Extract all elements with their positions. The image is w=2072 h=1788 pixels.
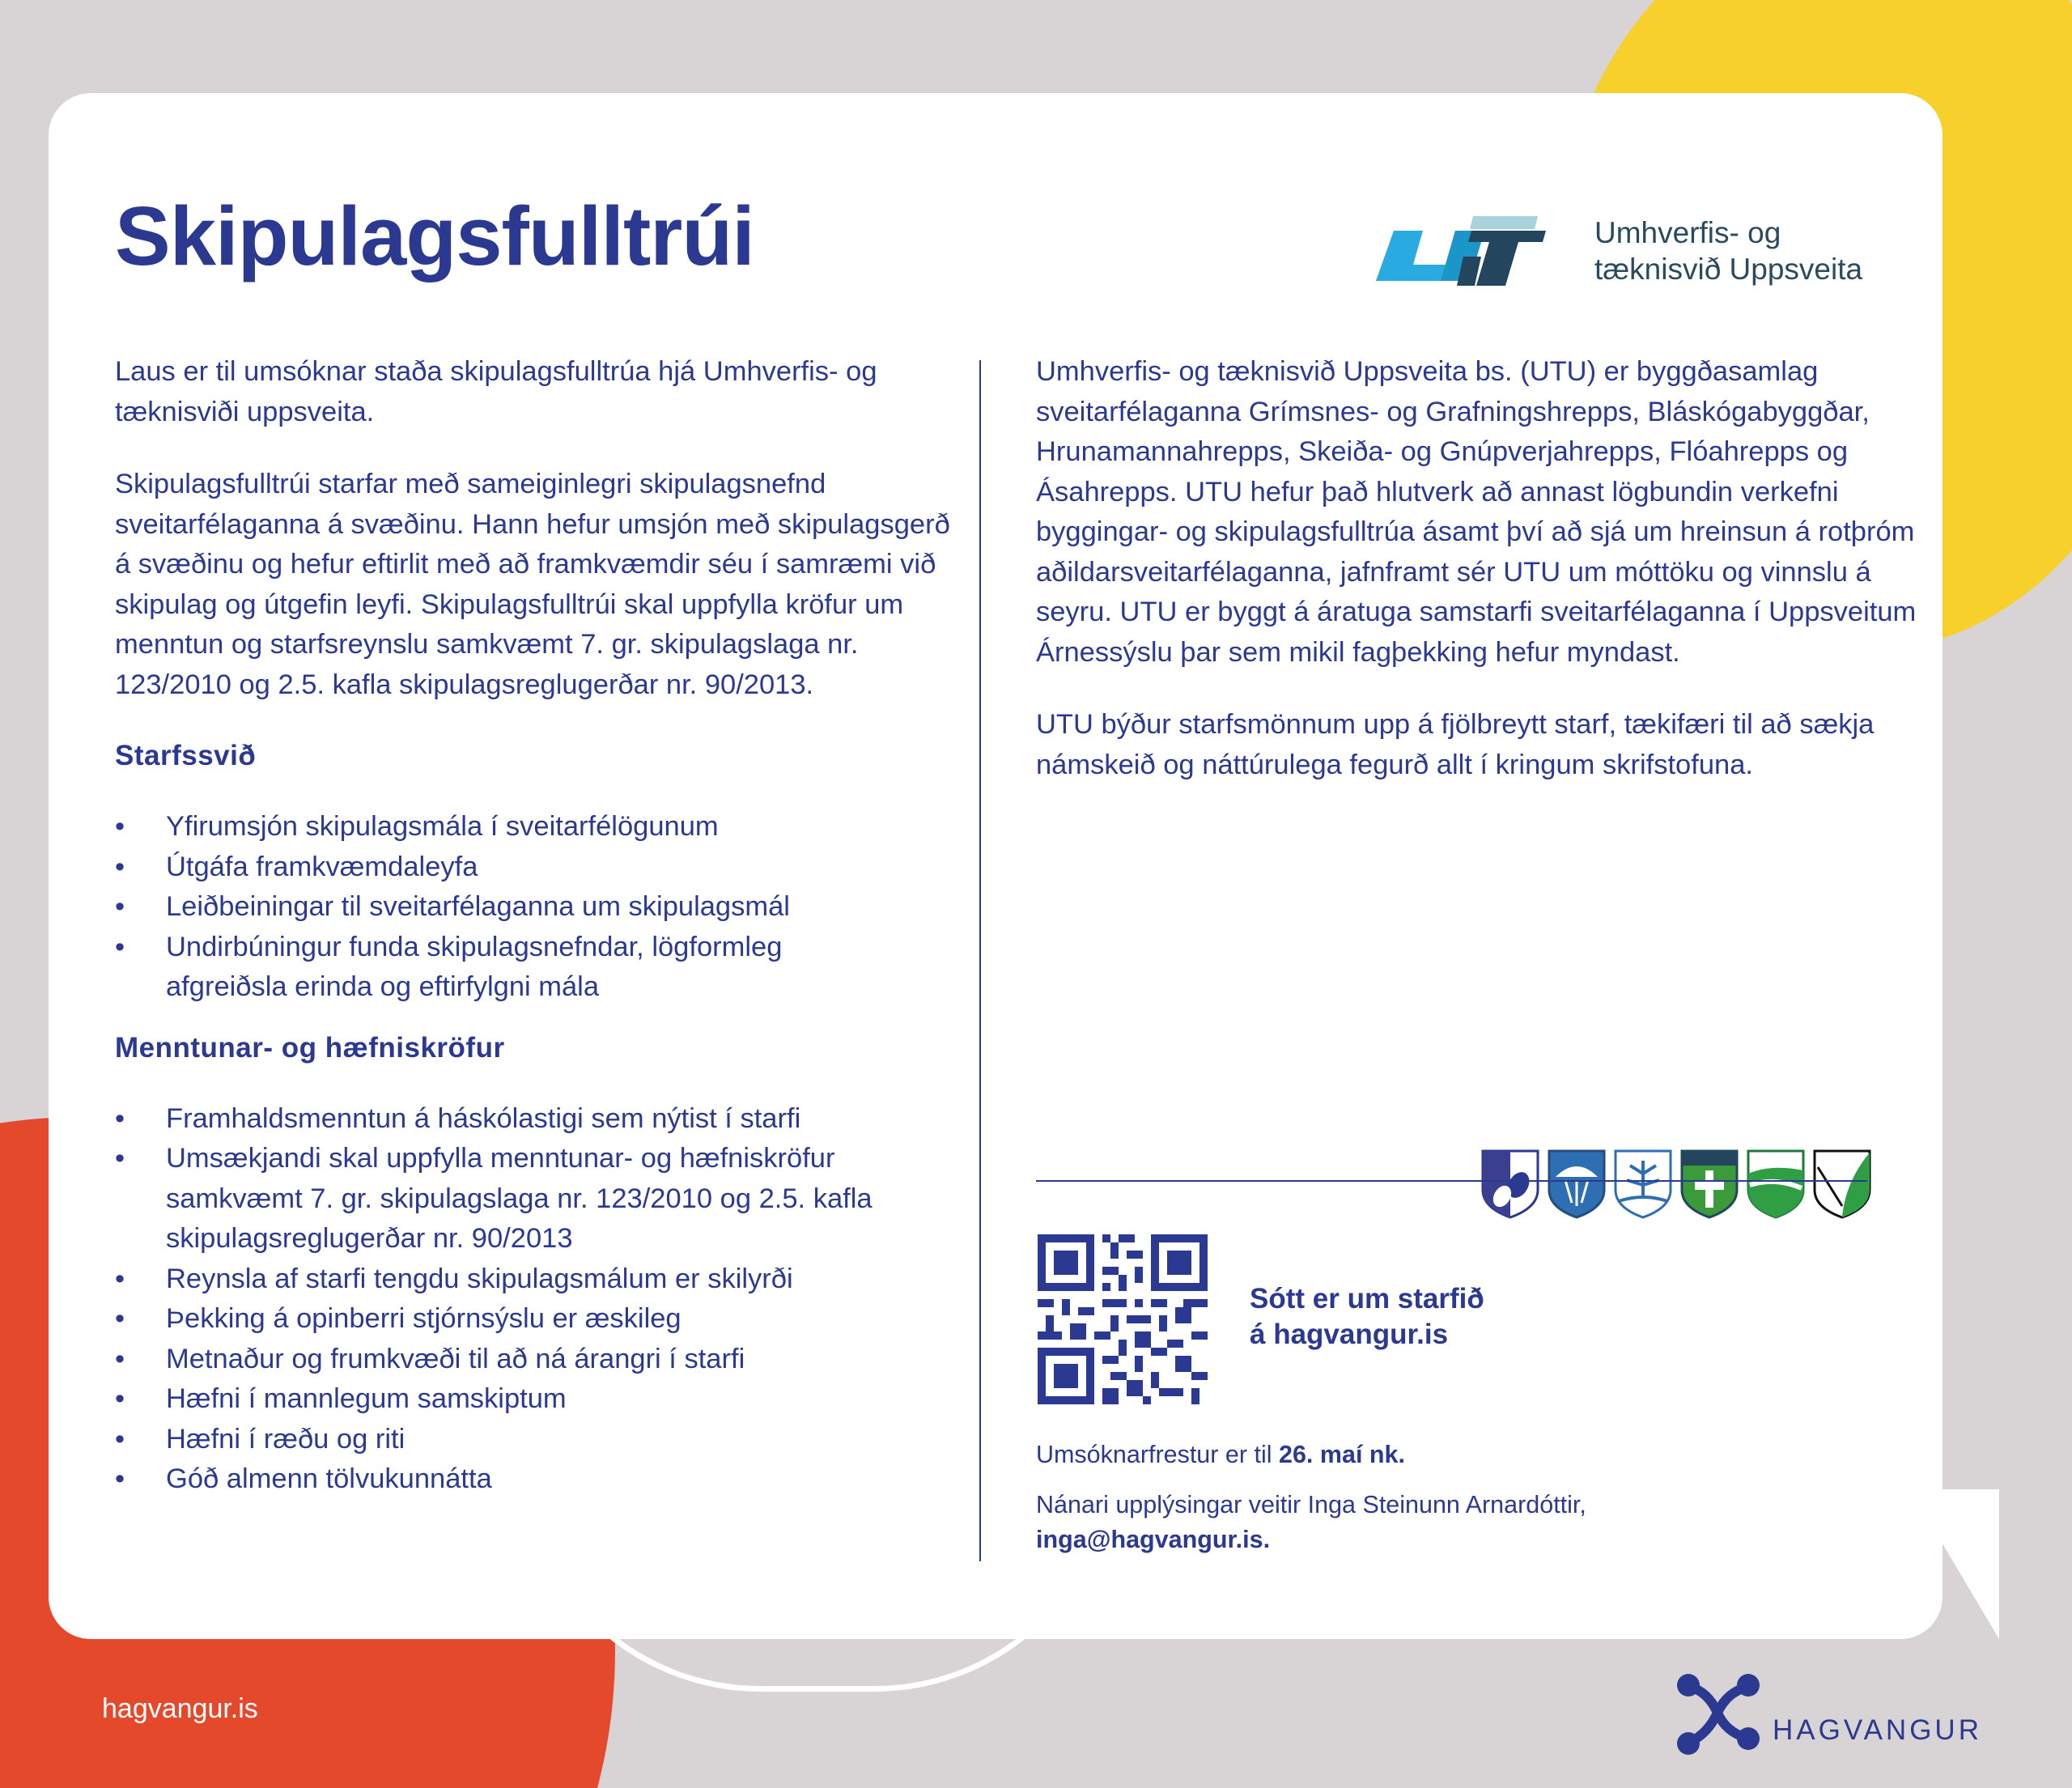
logo-line-1: Umhverfis- og (1594, 216, 1781, 249)
bullet-icon: • (115, 1343, 125, 1374)
crest-icon (1481, 1149, 1539, 1219)
deadline-date: 26. maí nk. (1279, 1441, 1405, 1468)
bullet-icon: • (115, 931, 125, 962)
crest-icon (1747, 1149, 1805, 1219)
apply-line-1: Sótt er um starfið (1250, 1283, 1484, 1314)
requirements-heading: Menntunar- og hæfniskröfur (115, 1031, 505, 1064)
logo-line-2: tæknisvið Uppsveita (1594, 253, 1863, 286)
offer-paragraph: UTU býður starfsmönnum upp á fjölbreytt starf, tækifæri til að sækja námskeið og náttúrulega fegurð allt í kringum skrifstofuna. (1036, 709, 1875, 780)
bullet-icon: • (115, 1463, 125, 1494)
hagvangur-logo (1675, 1667, 2032, 1765)
bullet-icon: • (115, 1143, 125, 1174)
list-item: • Útgáfa framkvæmdaleyfa (115, 847, 953, 888)
utu-logo-icon (1376, 200, 1578, 305)
crest-icon (1548, 1149, 1606, 1219)
list-item: • Hæfni í ræðu og riti (115, 1420, 953, 1460)
municipality-crests (1481, 1149, 1878, 1222)
list-item: • Góð almenn tölvukunnátta (115, 1459, 953, 1500)
list-item: • Hæfni í mannlegum samskiptum (115, 1379, 953, 1420)
footer-url-link[interactable]: hagvangur.is (102, 1693, 258, 1724)
qr-code[interactable] (1038, 1234, 1208, 1404)
page-title: Skipulagsfulltrúi (115, 189, 754, 282)
list-item: • Reynsla af starfi tengdu skipulagsmálum er skilyrði (115, 1259, 953, 1300)
bullet-icon: • (115, 811, 125, 842)
section-divider (1036, 1180, 1867, 1182)
requirements-list (115, 1099, 953, 1500)
about-paragraph: Umhverfis- og tæknisvið Uppsveita bs. (UTU) er byggðasamlag sveitarfélaganna Grímsnes- og Grafningshrepps, Bláskógabyggðar, Hrunamannahrepps, Skeiða- og Gnúpverjahrepps, Flóahrepps og Ásahrepps. UTU hefur það hlutverk að annast lögbundin verkefni byggingar- og skipulagsfulltrúa ásamt því að sjá um hreinsun á rotþróm aðildarsveitarfélaganna, jafnframt sér UTU um móttöku og vinnslu á seyru. UTU er byggt á áratuga samstarfi sveitarfélaganna í Uppsveitum Árnessýslu þar sem mikil fagþekking hefur myndast. (1036, 356, 1917, 668)
bullet-icon: • (115, 1303, 125, 1334)
list-item: • Þekking á opinberri stjórnsýslu er æskileg (115, 1299, 953, 1340)
list-item: • Undirbúningur funda skipulagsnefndar, lögformleg afgreiðsla erinda og eftirfylgni mála (115, 928, 884, 1008)
duties-heading: Starfssvið (115, 740, 257, 771)
right-column (1036, 352, 1926, 785)
contact-email-link[interactable]: inga@hagvangur.is. (1036, 1526, 1271, 1553)
contact-info: Nánari upplýsingar veitir Inga Steinunn Arnardóttir, (1036, 1491, 1586, 1518)
column-divider (979, 360, 981, 1561)
bullet-icon: • (115, 1423, 125, 1455)
list-item: • Umsækjandi skal uppfylla menntunar- og hæfniskröfur samkvæmt 7. gr. skipulagslaga nr. 123/2010 og 2.5. kafla skipulagsreglugerðar nr. 90/2013 (115, 1139, 973, 1259)
bullet-icon: • (115, 1383, 125, 1414)
card-tail (1910, 1489, 1999, 1639)
crest-icon (1813, 1149, 1871, 1219)
apply-line-2[interactable]: á hagvangur.is (1250, 1319, 1449, 1350)
intro-paragraph: Laus er til umsóknar staða skipulagsfulltrúa hjá Umhverfis- og tæknisviði uppsveita. (115, 356, 877, 427)
bullet-icon: • (115, 1263, 125, 1294)
bullet-icon: • (115, 1102, 125, 1134)
list-item: • Framhaldsmenntun á háskólastigi sem nýtist í starfi (115, 1099, 953, 1140)
ad-card (49, 93, 1942, 1639)
utu-logo (1376, 200, 1926, 305)
bullet-icon: • (115, 891, 125, 922)
hagvangur-logo-icon (1675, 1667, 1764, 1765)
bullet-icon: • (115, 851, 125, 882)
contact-text (1036, 1488, 1586, 1557)
deadline-prefix: Umsóknarfrestur er til (1036, 1441, 1272, 1468)
list-item: • Metnaður og frumkvæði til að ná árangri í starfi (115, 1340, 953, 1380)
list-item: • Yfirumsjón skipulagsmála í sveitarfélögunum (115, 807, 953, 847)
hagvangur-brand: HAGVANGUR (1773, 1714, 1982, 1746)
apply-text (1250, 1281, 1484, 1353)
list-item: • Leiðbeiningar til sveitarfélaganna um skipulagsmál (115, 887, 953, 928)
left-column (115, 352, 953, 1500)
deadline-text (1036, 1441, 1405, 1469)
crest-icon (1680, 1149, 1739, 1219)
crest-icon (1614, 1149, 1672, 1219)
duties-list (115, 807, 953, 1008)
description-paragraph: Skipulagsfulltrúi starfar með sameiginlegri skipulagsnefnd sveitarfélaganna á svæðinu. Hann hefur umsjón með skipulagsgerð á svæðinu og hefur eftirlit með að framkvæmdir séu í samræmi við skipulag og útgefin leyfi. Skipulagsfulltrúi skal uppfylla kröfur um menntun og starfsreynslu samkvæmt 7. gr. skipulagslaga nr. 123/2010 og 2.5. kafla skipulagsreglugerðar nr. 90/2013. (115, 469, 950, 700)
